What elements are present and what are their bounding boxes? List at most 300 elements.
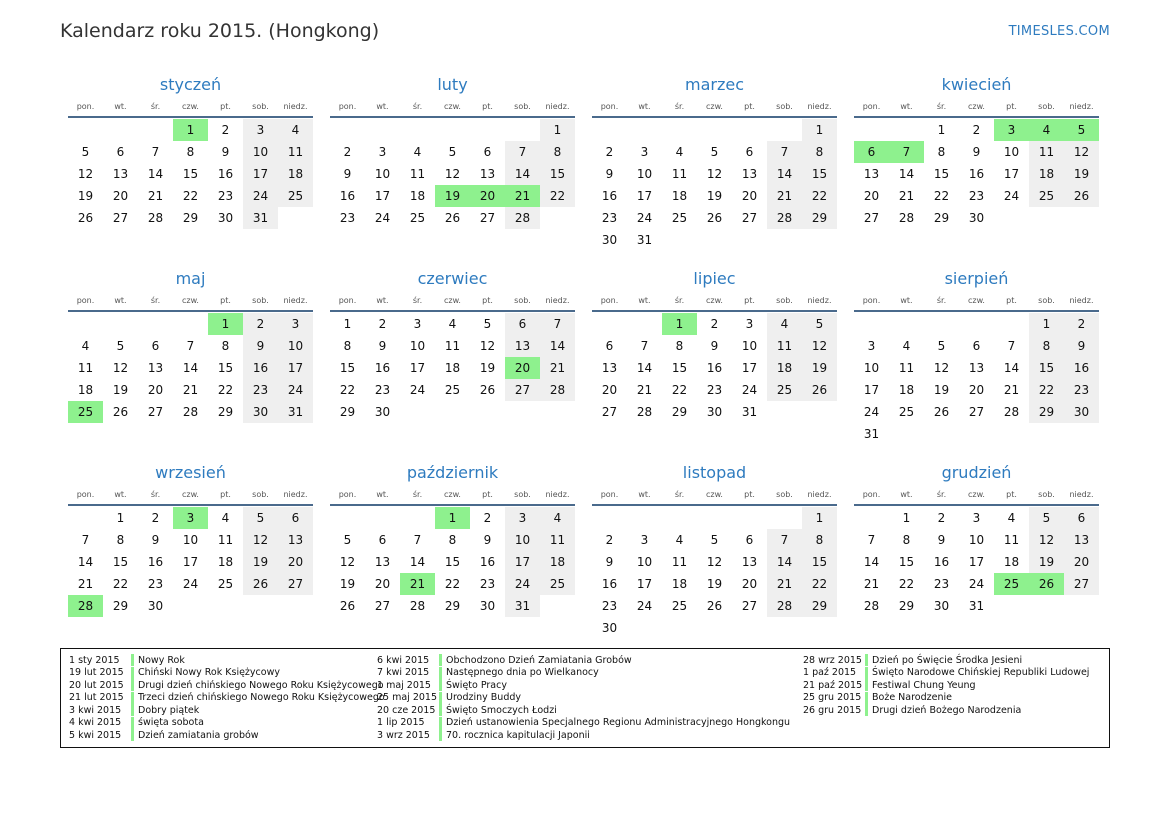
- holiday-name: Dzień po Święcie Środka Jesieni: [872, 654, 1023, 666]
- empty-cell: [662, 617, 697, 639]
- day-cell: 21: [147, 189, 164, 203]
- weekday-label: niedz.: [1069, 102, 1094, 111]
- holiday-date: 1 maj 2015: [377, 679, 431, 691]
- day-cell: 6: [745, 533, 754, 547]
- day-cell: 19: [1064, 163, 1099, 185]
- day-cell: 4: [221, 511, 230, 525]
- holiday-name: Następnego dnia po Wielkanocy: [446, 667, 599, 679]
- day-cell: 19: [339, 577, 356, 591]
- day-cell: 10: [636, 555, 653, 569]
- holiday-name: Dzień ustanowienia Specjalnego Regionu Administracyjnego Hongkongu: [446, 717, 791, 729]
- empty-cell: [103, 313, 138, 335]
- day-cell: 5: [937, 339, 946, 353]
- day-cell: 8: [937, 145, 946, 159]
- holiday-date: 4 kwi 2015: [69, 717, 122, 729]
- day-cell: 20: [278, 551, 313, 573]
- day-cell: 29: [933, 211, 950, 225]
- day-cell: 12: [1029, 529, 1064, 551]
- empty-cell: [138, 313, 173, 335]
- day-cell: 8: [343, 339, 352, 353]
- empty-cell: [592, 119, 627, 141]
- day-cell: 12: [77, 167, 94, 181]
- day-cell: 6: [505, 313, 540, 335]
- legend-item: [377, 729, 790, 742]
- empty-cell: [400, 401, 435, 423]
- day-cell: 21: [505, 185, 540, 207]
- weekday-label: wt.: [900, 102, 913, 111]
- day-grid: [330, 313, 575, 423]
- empty-cell: [662, 119, 697, 141]
- day-cell: 13: [968, 361, 985, 375]
- empty-cell: [470, 119, 505, 141]
- day-cell: 7: [640, 339, 649, 353]
- empty-cell: [138, 119, 173, 141]
- weekday-label: śr.: [674, 490, 685, 499]
- day-cell: 8: [540, 141, 575, 163]
- legend-item: [377, 692, 790, 705]
- day-cell: 27: [968, 405, 985, 419]
- day-grid: [330, 119, 575, 229]
- empty-cell: [889, 423, 924, 445]
- day-cell: 13: [741, 167, 758, 181]
- empty-cell: [505, 401, 540, 423]
- holiday-date: 20 lut 2015: [69, 679, 124, 691]
- weekday-label: śr.: [936, 490, 947, 499]
- day-cell: 20: [374, 577, 391, 591]
- holiday-marker: [131, 729, 134, 741]
- day-cell: 6: [972, 339, 981, 353]
- day-cell: 19: [243, 551, 278, 573]
- day-cell: 18: [671, 577, 688, 591]
- day-cell: 29: [182, 211, 199, 225]
- day-cell: 9: [1064, 335, 1099, 357]
- holiday-name: Nowy Rok: [138, 654, 185, 666]
- day-cell: 14: [898, 167, 915, 181]
- empty-cell: [994, 313, 1029, 335]
- day-cell: 16: [243, 357, 278, 379]
- day-cell: 29: [112, 599, 129, 613]
- holiday-name: Dzień zamiatania grobów: [138, 729, 259, 741]
- day-cell: 25: [444, 383, 461, 397]
- weekday-label: czw.: [968, 102, 985, 111]
- holiday-marker: [131, 679, 134, 691]
- day-cell: 11: [409, 167, 426, 181]
- holiday-name: Dobry piątek: [138, 704, 200, 716]
- day-cell: 30: [706, 405, 723, 419]
- weekday-label: wt.: [638, 296, 651, 305]
- day-cell: 10: [863, 361, 880, 375]
- day-cell: 12: [112, 361, 129, 375]
- holiday-marker: [439, 667, 442, 679]
- day-cell: 21: [767, 573, 802, 595]
- day-cell: 20: [741, 577, 758, 591]
- day-cell: 6: [483, 145, 492, 159]
- day-cell: 24: [505, 573, 540, 595]
- holiday-name: Święto Smoczych Łodzi: [446, 704, 557, 716]
- day-cell: 25: [671, 599, 688, 613]
- day-cell: 25: [671, 211, 688, 225]
- holiday-date: 7 kwi 2015: [377, 667, 430, 679]
- day-cell: 23: [1064, 379, 1099, 401]
- day-cell: 1: [662, 313, 697, 335]
- day-cell: 18: [898, 383, 915, 397]
- day-cell: 3: [243, 119, 278, 141]
- day-cell: 8: [902, 533, 911, 547]
- empty-cell: [924, 313, 959, 335]
- weekday-label: pt.: [482, 296, 493, 305]
- month-title: listopad: [682, 463, 747, 482]
- day-cell: 16: [374, 361, 391, 375]
- holiday-marker: [865, 654, 868, 666]
- holiday-name: Chiński Nowy Rok Księżycowy: [138, 667, 280, 679]
- day-cell: 28: [767, 595, 802, 617]
- month-calendar: [592, 268, 837, 423]
- day-cell: 19: [77, 189, 94, 203]
- empty-cell: [278, 207, 313, 229]
- holiday-date: 28 wrz 2015: [803, 654, 862, 666]
- weekday-label: pon.: [338, 102, 357, 111]
- day-cell: 11: [540, 529, 575, 551]
- weekday-label: śr.: [936, 296, 947, 305]
- day-cell: 3: [972, 511, 981, 525]
- day-cell: 21: [767, 185, 802, 207]
- month-title: marzec: [684, 75, 744, 94]
- day-cell: 23: [968, 189, 985, 203]
- day-cell: 15: [802, 551, 837, 573]
- legend-column: [803, 654, 1089, 717]
- day-cell: 16: [339, 189, 356, 203]
- site-link[interactable]: TIMESLES.COM: [1008, 24, 1110, 39]
- day-cell: 26: [243, 573, 278, 595]
- day-cell: 2: [1064, 313, 1099, 335]
- empty-cell: [1064, 207, 1099, 229]
- day-cell: 13: [863, 167, 880, 181]
- day-cell: 10: [409, 339, 426, 353]
- day-cell: 17: [243, 163, 278, 185]
- day-cell: 25: [767, 379, 802, 401]
- day-cell: 30: [374, 405, 391, 419]
- day-cell: 27: [863, 211, 880, 225]
- legend-item: [69, 717, 385, 730]
- day-grid: [68, 119, 313, 229]
- day-cell: 26: [933, 405, 950, 419]
- day-cell: 7: [767, 529, 802, 551]
- day-cell: 20: [1064, 551, 1099, 573]
- day-cell: 28: [505, 207, 540, 229]
- day-cell: 17: [863, 383, 880, 397]
- empty-cell: [400, 119, 435, 141]
- day-grid: [68, 507, 313, 617]
- day-cell: 22: [802, 573, 837, 595]
- weekday-label: czw.: [444, 102, 461, 111]
- day-cell: 2: [972, 123, 981, 137]
- day-cell: 14: [147, 167, 164, 181]
- day-cell: 18: [1029, 163, 1064, 185]
- weekday-label: pon.: [338, 296, 357, 305]
- weekday-label: pt.: [482, 490, 493, 499]
- weekday-label: czw.: [706, 490, 723, 499]
- weekday-label: wt.: [114, 296, 127, 305]
- day-cell: 15: [339, 361, 356, 375]
- day-cell: 16: [479, 555, 496, 569]
- weekday-label: pt.: [1006, 296, 1017, 305]
- day-grid: [854, 119, 1099, 229]
- holiday-name: Urodziny Buddy: [446, 692, 522, 704]
- day-cell: 29: [802, 595, 837, 617]
- day-cell: 22: [1029, 379, 1064, 401]
- legend-item: [803, 667, 1089, 680]
- holiday-date: 1 paź 2015: [803, 667, 857, 679]
- day-cell: 13: [112, 167, 129, 181]
- day-cell: 24: [243, 185, 278, 207]
- day-cell: 3: [505, 507, 540, 529]
- day-cell: 6: [116, 145, 125, 159]
- day-cell: 16: [968, 167, 985, 181]
- day-cell: 10: [182, 533, 199, 547]
- day-cell: 22: [217, 383, 234, 397]
- empty-cell: [330, 119, 365, 141]
- month-calendar: [854, 462, 1099, 617]
- empty-cell: [1064, 595, 1099, 617]
- weekday-header: [592, 290, 837, 312]
- day-cell: 13: [741, 555, 758, 569]
- day-cell: 25: [994, 573, 1029, 595]
- weekday-label: wt.: [376, 490, 389, 499]
- day-cell: 8: [1029, 335, 1064, 357]
- day-cell: 1: [116, 511, 125, 525]
- empty-cell: [1029, 423, 1064, 445]
- day-cell: 24: [374, 211, 391, 225]
- month-title: wrzesień: [155, 463, 226, 482]
- day-cell: 23: [339, 211, 356, 225]
- day-cell: 23: [217, 189, 234, 203]
- day-grid: [592, 119, 837, 251]
- empty-cell: [732, 119, 767, 141]
- day-cell: 23: [933, 577, 950, 591]
- empty-cell: [592, 507, 627, 529]
- day-cell: 23: [479, 577, 496, 591]
- holiday-marker: [865, 679, 868, 691]
- empty-cell: [732, 229, 767, 251]
- weekday-label: sob.: [252, 490, 269, 499]
- weekday-label: pon.: [76, 490, 95, 499]
- day-cell: 20: [741, 189, 758, 203]
- day-cell: 25: [1029, 185, 1064, 207]
- weekday-label: niedz.: [807, 102, 832, 111]
- day-cell: 24: [863, 405, 880, 419]
- day-cell: 22: [933, 189, 950, 203]
- day-cell: 20: [968, 383, 985, 397]
- day-cell: 17: [636, 577, 653, 591]
- weekday-label: śr.: [150, 490, 161, 499]
- holiday-date: 25 maj 2015: [377, 692, 438, 704]
- holiday-name: Festiwal Chung Yeung: [872, 679, 976, 691]
- day-cell: 19: [802, 357, 837, 379]
- day-cell: 2: [221, 123, 230, 137]
- weekday-label: śr.: [412, 102, 423, 111]
- day-cell: 4: [81, 339, 90, 353]
- day-cell: 17: [182, 555, 199, 569]
- day-cell: 1: [208, 313, 243, 335]
- empty-cell: [959, 423, 994, 445]
- weekday-label: sob.: [1038, 296, 1055, 305]
- day-cell: 19: [706, 189, 723, 203]
- day-cell: 7: [151, 145, 160, 159]
- day-cell: 17: [968, 555, 985, 569]
- holiday-marker: [865, 692, 868, 704]
- weekday-label: wt.: [376, 296, 389, 305]
- day-cell: 20: [505, 357, 540, 379]
- empty-cell: [208, 595, 243, 617]
- day-cell: 22: [444, 577, 461, 591]
- empty-cell: [592, 313, 627, 335]
- day-cell: 5: [81, 145, 90, 159]
- day-cell: 16: [706, 361, 723, 375]
- empty-cell: [505, 119, 540, 141]
- day-cell: 11: [278, 141, 313, 163]
- day-cell: 28: [863, 599, 880, 613]
- day-cell: 18: [767, 357, 802, 379]
- empty-cell: [994, 423, 1029, 445]
- day-cell: 15: [217, 361, 234, 375]
- day-cell: 29: [671, 405, 688, 419]
- day-cell: 11: [898, 361, 915, 375]
- day-cell: 8: [116, 533, 125, 547]
- day-cell: 15: [671, 361, 688, 375]
- day-cell: 14: [767, 163, 802, 185]
- holiday-name: Boże Narodzenie: [872, 692, 952, 704]
- empty-cell: [243, 595, 278, 617]
- day-cell: 29: [217, 405, 234, 419]
- day-cell: 12: [444, 167, 461, 181]
- month-calendar: [68, 74, 313, 229]
- day-cell: 10: [741, 339, 758, 353]
- day-cell: 2: [151, 511, 160, 525]
- day-cell: 3: [994, 119, 1029, 141]
- day-cell: 21: [400, 573, 435, 595]
- day-cell: 18: [671, 189, 688, 203]
- day-cell: 5: [1029, 507, 1064, 529]
- day-cell: 21: [898, 189, 915, 203]
- day-cell: 6: [605, 339, 614, 353]
- empty-cell: [662, 507, 697, 529]
- empty-cell: [697, 507, 732, 529]
- day-cell: 3: [745, 317, 754, 331]
- weekday-label: czw.: [182, 102, 199, 111]
- weekday-label: pon.: [76, 296, 95, 305]
- day-cell: 4: [448, 317, 457, 331]
- day-cell: 27: [374, 599, 391, 613]
- day-cell: 26: [77, 211, 94, 225]
- day-cell: 21: [540, 357, 575, 379]
- weekday-label: pon.: [862, 490, 881, 499]
- holiday-name: Drugi dzień Bożego Narodzenia: [872, 704, 1022, 716]
- day-cell: 6: [854, 141, 889, 163]
- weekday-label: pon.: [338, 490, 357, 499]
- weekday-label: niedz.: [545, 296, 570, 305]
- empty-cell: [662, 229, 697, 251]
- empty-cell: [627, 313, 662, 335]
- day-cell: 3: [640, 145, 649, 159]
- weekday-label: śr.: [936, 102, 947, 111]
- day-cell: 24: [182, 577, 199, 591]
- day-cell: 25: [409, 211, 426, 225]
- day-cell: 9: [710, 339, 719, 353]
- day-cell: 25: [898, 405, 915, 419]
- holiday-marker: [439, 717, 442, 729]
- day-cell: 12: [933, 361, 950, 375]
- day-cell: 13: [278, 529, 313, 551]
- day-cell: 7: [81, 533, 90, 547]
- day-cell: 22: [182, 189, 199, 203]
- month-calendar: [68, 268, 313, 423]
- day-cell: 28: [409, 599, 426, 613]
- holiday-marker: [865, 667, 868, 679]
- day-cell: 3: [867, 339, 876, 353]
- day-cell: 9: [937, 533, 946, 547]
- day-cell: 15: [898, 555, 915, 569]
- day-cell: 13: [601, 361, 618, 375]
- day-cell: 4: [278, 119, 313, 141]
- day-cell: 2: [605, 533, 614, 547]
- empty-cell: [330, 507, 365, 529]
- day-cell: 4: [413, 145, 422, 159]
- day-cell: 7: [540, 313, 575, 335]
- holiday-date: 25 gru 2015: [803, 692, 862, 704]
- day-cell: 9: [221, 145, 230, 159]
- month-title: styczeń: [159, 75, 222, 94]
- day-cell: 6: [278, 507, 313, 529]
- day-cell: 24: [409, 383, 426, 397]
- day-cell: 10: [374, 167, 391, 181]
- holiday-marker: [439, 679, 442, 691]
- day-cell: 19: [933, 383, 950, 397]
- holiday-marker: [131, 717, 134, 729]
- weekday-label: pon.: [600, 102, 619, 111]
- day-cell: 27: [479, 211, 496, 225]
- day-cell: 1: [435, 507, 470, 529]
- day-cell: 20: [112, 189, 129, 203]
- day-cell: 30: [968, 211, 985, 225]
- day-cell: 29: [802, 207, 837, 229]
- empty-cell: [767, 617, 802, 639]
- day-cell: 1: [343, 317, 352, 331]
- day-cell: 1: [540, 119, 575, 141]
- weekday-label: sob.: [514, 102, 531, 111]
- day-cell: 31: [636, 233, 653, 247]
- day-cell: 10: [968, 533, 985, 547]
- legend-column: [377, 654, 790, 742]
- holiday-date: 3 kwi 2015: [69, 704, 122, 716]
- day-cell: 29: [444, 599, 461, 613]
- legend-item: [803, 704, 1089, 717]
- day-cell: 17: [1003, 167, 1020, 181]
- day-cell: 9: [243, 335, 278, 357]
- weekday-label: sob.: [776, 490, 793, 499]
- empty-cell: [627, 617, 662, 639]
- weekday-label: wt.: [900, 296, 913, 305]
- day-cell: 26: [1064, 185, 1099, 207]
- holiday-marker: [131, 667, 134, 679]
- month-calendar: [854, 268, 1099, 445]
- day-cell: 6: [745, 145, 754, 159]
- day-cell: 7: [505, 141, 540, 163]
- day-cell: 17: [741, 361, 758, 375]
- day-cell: 12: [802, 335, 837, 357]
- day-cell: 3: [378, 145, 387, 159]
- day-cell: 29: [1029, 401, 1064, 423]
- legend-item: [803, 692, 1089, 705]
